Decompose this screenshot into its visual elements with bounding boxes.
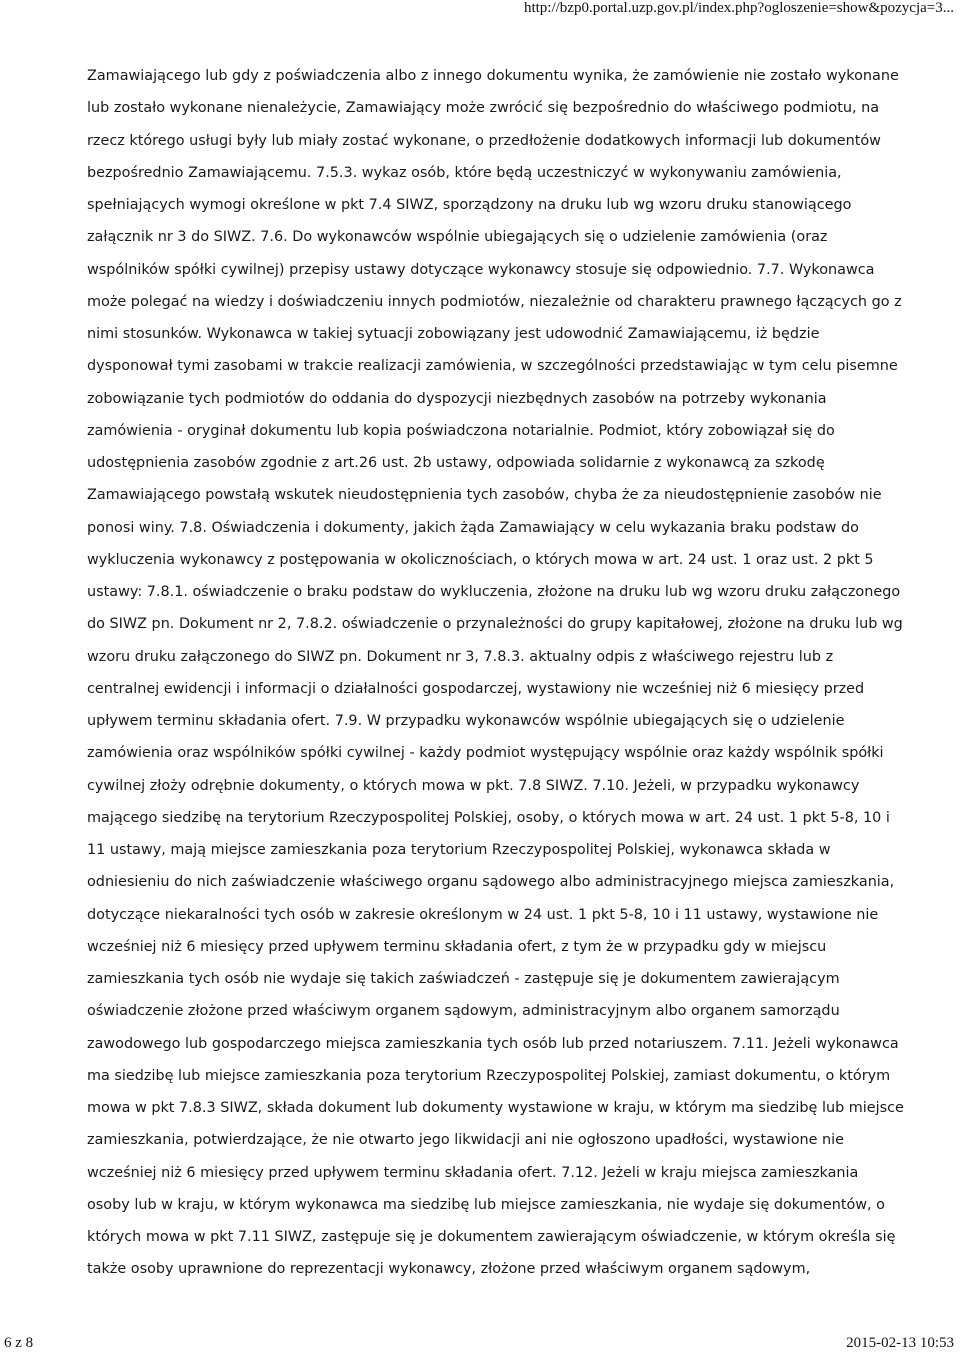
page-number: 6 z 8 [4,1335,34,1351]
text-line: mającego siedzibę na terytorium Rzeczypospolitej Polskiej, osoby, o których mowa w art. 24 ust. 1 pkt 5-8, 10 i [87,809,890,826]
text-line: wzoru druku załączonego do SIWZ pn. Dokument nr 3, 7.8.3. aktualny odpis z właściwego rejestru lub z [87,648,834,665]
text-line: Zamawiającego lub gdy z poświadczenia albo z innego dokumentu wynika, że zamówienie nie zostało wykonane [87,68,899,84]
text-line: mowa w pkt 7.8.3 SIWZ, składa dokument lub dokumenty wystawione w kraju, w którym ma siedzibę lub miejsce [87,1100,904,1116]
text-line: spełniających wymogi określone w pkt 7.4 SIWZ, sporządzony na druku lub wg wzoru druku stanowiącego [87,197,852,213]
text-line: bezpośrednio Zamawiającemu. 7.5.3. wykaz osób, które będą uczestniczyć w wykonywaniu zamówienia, [87,164,842,181]
text-line: ma siedzibę lub miejsce zamieszkania poza terytorium Rzeczypospolitej Polskiej, zamiast dokumentu, o którym [87,1067,891,1084]
text-line: zamówienia - oryginał dokumentu lub kopia poświadczona notarialnie. Podmiot, który zobowiązał się do [87,422,835,439]
text-line: wcześniej niż 6 miesięcy przed upływem terminu składania ofert. 7.12. Jeżeli w kraju miejsca zamieszkania [87,1164,859,1181]
text-line: może polegać na wiedzy i doświadczeniu innych podmiotów, niezależnie od charakteru prawnego łączących go z [87,293,902,310]
text-line: Zamawiającego powstałą wskutek nieudostępnienia tych zasobów, chyba że za nieudostępnienie zasobów nie [87,487,882,504]
text-line: zobowiązanie tych podmiotów do oddania do dyspozycji niezbędnych zasobów na potrzeby wykonania [87,390,827,407]
text-line: także osoby uprawnione do reprezentacji wykonawcy, złożone przed właściwym organem sądowym, [87,1261,811,1278]
text-line: zamówienia oraz wspólników spółki cywilnej - każdy podmiot występujący wspólnie oraz każdy wspólnik spółki [87,745,884,762]
text-line: lub zostało wykonane nienależycie, Zamawiający może zwrócić się bezpośrednio do właściwego podmiotu, na [87,100,880,117]
text-line: ustawy: 7.8.1. oświadczenie o braku podstaw do wykluczenia, złożone na druku lub wg wzoru druku załączonego [87,584,901,600]
document-body [87,60,907,1286]
text-line: osoby lub w kraju, w którym wykonawca ma siedzibę lub miejsce zamieszkania, nie wydaje się dokumentów, o [87,1196,885,1213]
print-timestamp: 2015-02-13 10:53 [846,1335,954,1351]
text-line: oświadczenie złożone przed właściwym organem sądowym, administracyjnym albo organem samorządu [87,1003,840,1020]
text-line: dotyczące niekaralności tych osób w zakresie określonym w 24 ust. 1 pkt 5-8, 10 i 11 ustawy, wystawione nie [87,906,879,923]
text-line: wspólników spółki cywilnej) przepisy ustawy dotyczące wykonawcy stosuje się odpowiednio. 7.7. Wykonawca [87,261,875,278]
text-line: centralnej ewidencji i informacji o działalności gospodarczej, wystawiony nie wcześniej niż 6 miesięcy przed [87,680,865,697]
text-line: 11 ustawy, mają miejsce zamieszkania poza terytorium Rzeczypospolitej Polskiej, wykonawca składa w [87,842,831,858]
text-line: załącznik nr 3 do SIWZ. 7.6. Do wykonawców wspólnie ubiegających się o udzielenie zamówienia (oraz [87,229,828,246]
text-line: nimi stosunków. Wykonawca w takiej sytuacji zobowiązany jest udowodnić Zamawiającemu, iż będzie [87,326,820,342]
text-line: zamieszkania tych osób nie wydaje się takich zaświadczeń - zastępuje się je dokumentem zawierającym [87,971,840,987]
text-line: udostępnienia zasobów zgodnie z art.26 ust. 2b ustawy, odpowiada solidarnie z wykonawcą za szkodę [87,455,825,471]
page-url: http://bzp0.portal.uzp.gov.pl/index.php?ogloszenie=show&pozycja=3... [523,0,954,16]
text-line: dysponował tymi zasobami w trakcie realizacji zamówienia, w szczególności przedstawiając w tym celu pisemne [87,358,898,375]
text-line: których mowa w pkt 7.11 SIWZ, zastępuje się je dokumentem zawierającym oświadczenie, w którym określa się [87,1229,896,1245]
text-line: odniesieniu do nich zaświadczenie właściwego organu sądowego albo administracyjnego miejsca zamieszkania, [87,874,895,891]
text-line: wykluczenia wykonawcy z postępowania w okolicznościach, o których mowa w art. 24 ust. 1 oraz ust. 2 pkt 5 [87,551,874,568]
text-line: rzecz którego usługi były lub miały zostać wykonane, o przedłożenie dodatkowych informacji lub dokumentów [87,132,881,149]
text-line: do SIWZ pn. Dokument nr 2, 7.8.2. oświadczenie o przynależności do grupy kapitałowej, złożone na druku lub wg [87,616,903,633]
text-line: ponosi winy. 7.8. Oświadczenia i dokumenty, jakich żąda Zamawiający w celu wykazania braku podstaw do [87,519,859,536]
text-line: zamieszkania, potwierdzające, że nie otwarto jego likwidacji ani nie ogłoszono upadłości, wystawione nie [87,1132,845,1149]
text-line: zawodowego lub gospodarczego miejsca zamieszkania tych osób lub przed notariuszem. 7.11. Jeżeli wykonawca [87,1035,899,1052]
text-line: wcześniej niż 6 miesięcy przed upływem terminu składania ofert, z tym że w przypadku gdy w miejscu [87,938,827,955]
text-line: cywilnej złoży odrębnie dokumenty, o których mowa w pkt. 7.8 SIWZ. 7.10. Jeżeli, w przypadku wykonawcy [87,777,860,794]
text-line: upływem terminu składania ofert. 7.9. W przypadku wykonawców wspólnie ubiegających się o udzielenie [87,713,845,729]
